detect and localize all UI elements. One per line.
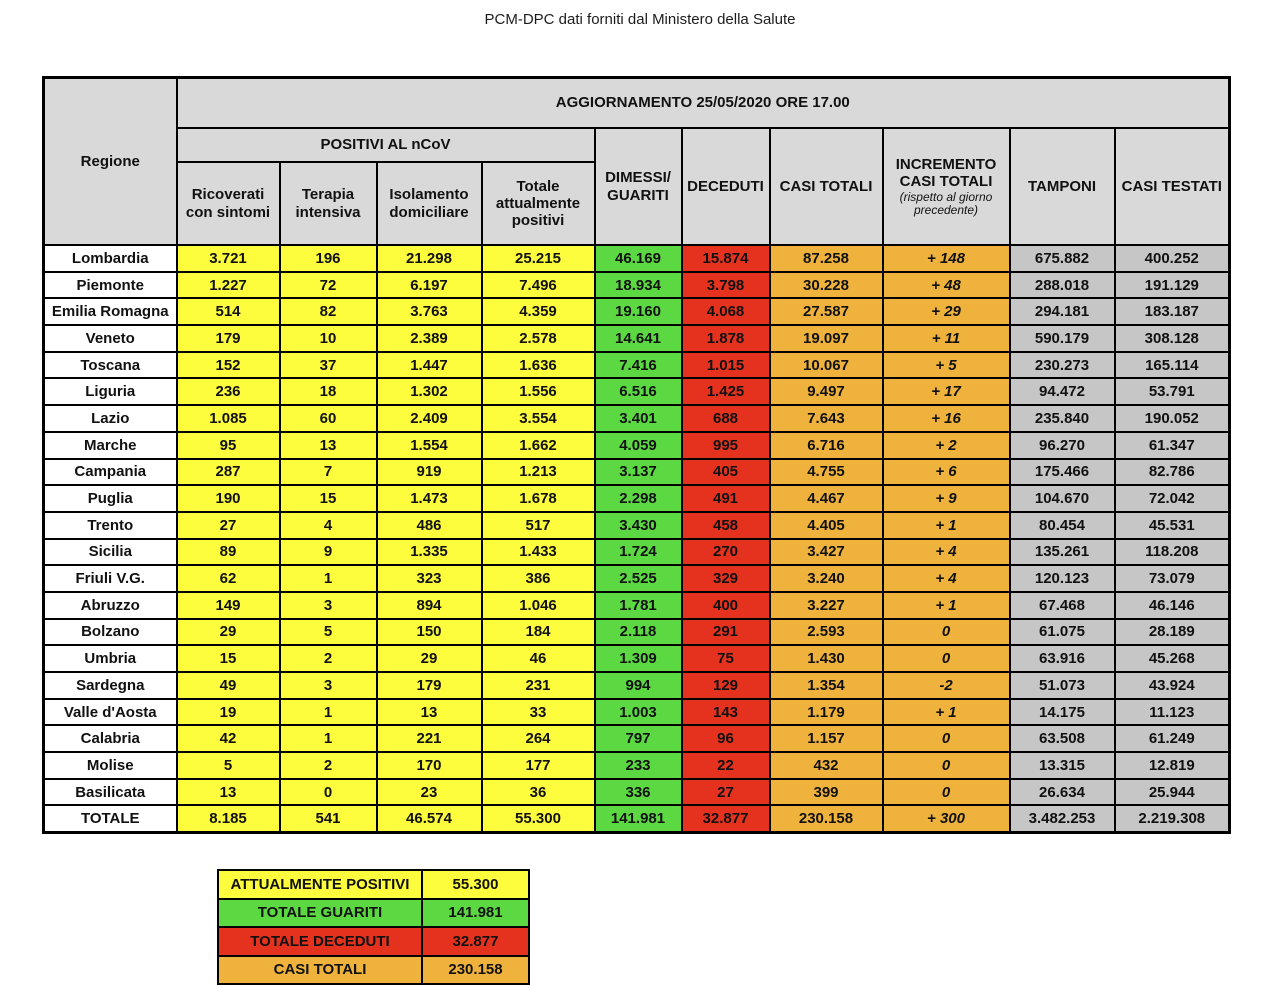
value-cell: 230.273 [1010,352,1115,379]
value-cell: 118.208 [1115,539,1230,566]
value-cell: 61.249 [1115,725,1230,752]
value-cell: 1.447 [377,352,482,379]
incremento-header [883,128,1010,245]
value-cell: 25.944 [1115,779,1230,806]
value-cell: 3.482.253 [1010,805,1115,832]
value-cell: 919 [377,459,482,486]
value-cell: 270 [682,539,770,566]
table-row [44,378,1230,405]
value-cell: 2 [280,645,377,672]
value-cell: 43.924 [1115,672,1230,699]
totale-positivi-header: Totale attualmente positivi [482,162,595,245]
value-cell: 7 [280,459,377,486]
value-cell: 1.213 [482,459,595,486]
value-cell: 0 [883,779,1010,806]
value-cell: 60 [280,405,377,432]
value-cell: 96.270 [1010,432,1115,459]
value-cell: 3.798 [682,272,770,299]
value-cell: 2.525 [595,565,682,592]
terapia-intensiva-header: Terapia intensiva [280,162,377,245]
value-cell: + 5 [883,352,1010,379]
value-cell: 0 [883,752,1010,779]
value-cell: 3.240 [770,565,883,592]
value-cell: 94.472 [1010,378,1115,405]
value-cell: 62 [177,565,280,592]
value-cell: 1.678 [482,485,595,512]
page-title: PCM-DPC dati forniti dal Ministero della Salute [484,11,796,28]
value-cell: 63.508 [1010,725,1115,752]
value-cell: 4.068 [682,298,770,325]
value-cell: 45.268 [1115,645,1230,672]
incremento-line2: CASI TOTALI [899,172,993,190]
value-cell: 3.137 [595,459,682,486]
value-cell: 399 [770,779,883,806]
value-cell: 19 [177,699,280,726]
region-cell: Umbria [44,645,177,672]
casi-testati-header: CASI TESTATI [1115,128,1230,245]
dimessi-guariti-header: DIMESSI/ GUARITI [595,128,682,245]
summary-value: 32.877 [422,927,529,956]
table-row [44,352,1230,379]
value-cell: 72.042 [1115,485,1230,512]
value-cell: 486 [377,512,482,539]
table-row [44,699,1230,726]
region-cell: Liguria [44,378,177,405]
table-body [44,245,1230,833]
isolamento-header: Isolamento domiciliare [377,162,482,245]
table-header [44,78,1230,246]
total-row [44,805,1230,832]
value-cell: 61.075 [1010,619,1115,646]
summary-row [218,956,529,985]
value-cell: 994 [595,672,682,699]
region-cell: Piemonte [44,272,177,299]
table-row [44,725,1230,752]
value-cell: 33 [482,699,595,726]
value-cell: 6.197 [377,272,482,299]
value-cell: 3.427 [770,539,883,566]
value-cell: 11.123 [1115,699,1230,726]
value-cell: 179 [377,672,482,699]
value-cell: + 1 [883,592,1010,619]
value-cell: 15 [280,485,377,512]
table-row [44,405,1230,432]
value-cell: + 17 [883,378,1010,405]
value-cell: + 29 [883,298,1010,325]
value-cell: 432 [770,752,883,779]
value-cell: 149 [177,592,280,619]
incremento-line1: INCREMENTO [895,155,997,173]
value-cell: 3.430 [595,512,682,539]
value-cell: 72 [280,272,377,299]
value-cell: 184 [482,619,595,646]
value-cell: 308.128 [1115,325,1230,352]
value-cell: 46.574 [377,805,482,832]
value-cell: 2.593 [770,619,883,646]
value-cell: 190 [177,485,280,512]
region-cell: Friuli V.G. [44,565,177,592]
region-cell: Calabria [44,725,177,752]
value-cell: 61.347 [1115,432,1230,459]
region-cell: Sicilia [44,539,177,566]
value-cell: 80.454 [1010,512,1115,539]
value-cell: 1.636 [482,352,595,379]
table-row [44,459,1230,486]
region-cell: Toscana [44,352,177,379]
value-cell: 400.252 [1115,245,1230,272]
value-cell: 1.781 [595,592,682,619]
value-cell: 4.467 [770,485,883,512]
value-cell: 51.073 [1010,672,1115,699]
value-cell: 4.359 [482,298,595,325]
value-cell: 87.258 [770,245,883,272]
value-cell: 3.401 [595,405,682,432]
value-cell: 1.724 [595,539,682,566]
value-cell: 29 [177,619,280,646]
value-cell: 27 [177,512,280,539]
value-cell: 30.228 [770,272,883,299]
value-cell: 29 [377,645,482,672]
summary-value: 230.158 [422,956,529,985]
value-cell: 42 [177,725,280,752]
value-cell: 0 [883,619,1010,646]
value-cell: 2.578 [482,325,595,352]
value-cell: 1.556 [482,378,595,405]
value-cell: 264 [482,725,595,752]
value-cell: 336 [595,779,682,806]
value-cell: 135.261 [1010,539,1115,566]
value-cell: 3 [280,672,377,699]
value-cell: 19.160 [595,298,682,325]
region-cell: Bolzano [44,619,177,646]
value-cell: 1.003 [595,699,682,726]
region-cell: Abruzzo [44,592,177,619]
value-cell: 10.067 [770,352,883,379]
region-cell: Trento [44,512,177,539]
region-cell: TOTALE [44,805,177,832]
value-cell: 15.874 [682,245,770,272]
value-cell: + 11 [883,325,1010,352]
value-cell: 294.181 [1010,298,1115,325]
value-cell: 1.662 [482,432,595,459]
table-row [44,272,1230,299]
value-cell: 89 [177,539,280,566]
table-row [44,779,1230,806]
table-row [44,752,1230,779]
value-cell: 177 [482,752,595,779]
table-row [44,298,1230,325]
value-cell: + 1 [883,699,1010,726]
value-cell: 22 [682,752,770,779]
value-cell: 45.531 [1115,512,1230,539]
value-cell: 1.085 [177,405,280,432]
value-cell: 104.670 [1010,485,1115,512]
value-cell: 2.298 [595,485,682,512]
value-cell: 1.354 [770,672,883,699]
tamponi-header: TAMPONI [1010,128,1115,245]
value-cell: 21.298 [377,245,482,272]
table-row [44,512,1230,539]
value-cell: 8.185 [177,805,280,832]
value-cell: 323 [377,565,482,592]
value-cell: 190.052 [1115,405,1230,432]
value-cell: 1.157 [770,725,883,752]
value-cell: 7.416 [595,352,682,379]
value-cell: 53.791 [1115,378,1230,405]
value-cell: 5 [177,752,280,779]
summary-label: TOTALE DECEDUTI [218,927,422,956]
value-cell: 405 [682,459,770,486]
value-cell: 236 [177,378,280,405]
value-cell: 1.179 [770,699,883,726]
value-cell: 96 [682,725,770,752]
value-cell: 2 [280,752,377,779]
value-cell: 491 [682,485,770,512]
value-cell: 221 [377,725,482,752]
value-cell: + 2 [883,432,1010,459]
value-cell: 37 [280,352,377,379]
value-cell: 287 [177,459,280,486]
value-cell: + 4 [883,565,1010,592]
value-cell: 32.877 [682,805,770,832]
value-cell: 2.389 [377,325,482,352]
value-cell: 541 [280,805,377,832]
region-cell: Lombardia [44,245,177,272]
value-cell: 2.118 [595,619,682,646]
value-cell: 143 [682,699,770,726]
value-cell: 1.473 [377,485,482,512]
value-cell: 13.315 [1010,752,1115,779]
value-cell: 517 [482,512,595,539]
value-cell: 26.634 [1010,779,1115,806]
summary-body [218,870,529,984]
value-cell: 3.763 [377,298,482,325]
value-cell: 150 [377,619,482,646]
value-cell: + 300 [883,805,1010,832]
value-cell: 175.466 [1010,459,1115,486]
region-cell: Valle d'Aosta [44,699,177,726]
value-cell: 0 [883,725,1010,752]
value-cell: 179 [177,325,280,352]
table-row [44,592,1230,619]
value-cell: 152 [177,352,280,379]
value-cell: 14.641 [595,325,682,352]
value-cell: 28.189 [1115,619,1230,646]
value-cell: 231 [482,672,595,699]
value-cell: 165.114 [1115,352,1230,379]
summary-row [218,870,529,899]
value-cell: + 48 [883,272,1010,299]
value-cell: 9 [280,539,377,566]
value-cell: 5 [280,619,377,646]
value-cell: 1.554 [377,432,482,459]
value-cell: 894 [377,592,482,619]
value-cell: 18.934 [595,272,682,299]
table-row [44,432,1230,459]
table-row [44,672,1230,699]
positivi-group-header: POSITIVI AL nCoV [177,128,595,162]
table-row [44,485,1230,512]
value-cell: 23 [377,779,482,806]
value-cell: 7.643 [770,405,883,432]
summary-table [217,869,530,985]
value-cell: 288.018 [1010,272,1115,299]
region-cell: Molise [44,752,177,779]
value-cell: 46.169 [595,245,682,272]
value-cell: 6.716 [770,432,883,459]
value-cell: 400 [682,592,770,619]
value-cell: 2.409 [377,405,482,432]
value-cell: 1.309 [595,645,682,672]
value-cell: 1.046 [482,592,595,619]
value-cell: 3 [280,592,377,619]
value-cell: 4 [280,512,377,539]
value-cell: 191.129 [1115,272,1230,299]
value-cell: 13 [377,699,482,726]
value-cell: 3.554 [482,405,595,432]
table-row [44,645,1230,672]
value-cell: + 148 [883,245,1010,272]
covid-regions-table [42,76,1231,834]
value-cell: 1.425 [682,378,770,405]
value-cell: 14.175 [1010,699,1115,726]
table-row [44,539,1230,566]
ricoverati-header: Ricoverati con sintomi [177,162,280,245]
value-cell: 75 [682,645,770,672]
table-row [44,619,1230,646]
region-cell: Lazio [44,405,177,432]
value-cell: 6.516 [595,378,682,405]
value-cell: 675.882 [1010,245,1115,272]
value-cell: 13 [177,779,280,806]
value-cell: 590.179 [1010,325,1115,352]
value-cell: 18 [280,378,377,405]
value-cell: 82.786 [1115,459,1230,486]
value-cell: 46.146 [1115,592,1230,619]
value-cell: 46 [482,645,595,672]
value-cell: 995 [682,432,770,459]
summary-label: TOTALE GUARITI [218,899,422,928]
value-cell: 291 [682,619,770,646]
value-cell: 13 [280,432,377,459]
value-cell: 1.433 [482,539,595,566]
table-row [44,325,1230,352]
value-cell: 63.916 [1010,645,1115,672]
value-cell: 170 [377,752,482,779]
value-cell: 4.059 [595,432,682,459]
region-cell: Emilia Romagna [44,298,177,325]
value-cell: 141.981 [595,805,682,832]
summary-value: 55.300 [422,870,529,899]
region-cell: Veneto [44,325,177,352]
table-row [44,565,1230,592]
value-cell: 0 [280,779,377,806]
value-cell: 797 [595,725,682,752]
value-cell: 458 [682,512,770,539]
value-cell: 233 [595,752,682,779]
value-cell: + 6 [883,459,1010,486]
incremento-subtitle: (rispetto al giorno precedente) [899,190,993,218]
value-cell: -2 [883,672,1010,699]
value-cell: 1 [280,699,377,726]
region-cell: Puglia [44,485,177,512]
region-cell: Campania [44,459,177,486]
deceduti-header: DECEDUTI [682,128,770,245]
value-cell: 25.215 [482,245,595,272]
value-cell: 95 [177,432,280,459]
value-cell: 2.219.308 [1115,805,1230,832]
region-cell: Sardegna [44,672,177,699]
value-cell: 688 [682,405,770,432]
value-cell: 514 [177,298,280,325]
value-cell: 120.123 [1010,565,1115,592]
value-cell: 1.227 [177,272,280,299]
value-cell: 9.497 [770,378,883,405]
value-cell: + 1 [883,512,1010,539]
value-cell: 4.405 [770,512,883,539]
value-cell: + 16 [883,405,1010,432]
value-cell: 19.097 [770,325,883,352]
value-cell: 27 [682,779,770,806]
summary-row [218,927,529,956]
value-cell: 1 [280,725,377,752]
value-cell: 1.878 [682,325,770,352]
summary-row [218,899,529,928]
value-cell: 27.587 [770,298,883,325]
value-cell: 73.079 [1115,565,1230,592]
value-cell: 1.335 [377,539,482,566]
value-cell: 36 [482,779,595,806]
value-cell: 0 [883,645,1010,672]
value-cell: 55.300 [482,805,595,832]
value-cell: 49 [177,672,280,699]
value-cell: 1.015 [682,352,770,379]
region-column-header: Regione [44,78,177,246]
value-cell: 4.755 [770,459,883,486]
value-cell: + 9 [883,485,1010,512]
summary-label: CASI TOTALI [218,956,422,985]
value-cell: 235.840 [1010,405,1115,432]
value-cell: 15 [177,645,280,672]
value-cell: 12.819 [1115,752,1230,779]
table-row [44,245,1230,272]
casi-totali-header: CASI TOTALI [770,128,883,245]
value-cell: 3.227 [770,592,883,619]
value-cell: 129 [682,672,770,699]
value-cell: 1 [280,565,377,592]
value-cell: 7.496 [482,272,595,299]
value-cell: 1.302 [377,378,482,405]
value-cell: 196 [280,245,377,272]
summary-label: ATTUALMENTE POSITIVI [218,870,422,899]
summary-value: 141.981 [422,899,529,928]
value-cell: 329 [682,565,770,592]
value-cell: 386 [482,565,595,592]
value-cell: 10 [280,325,377,352]
value-cell: 82 [280,298,377,325]
value-cell: 3.721 [177,245,280,272]
region-cell: Marche [44,432,177,459]
region-cell: Basilicata [44,779,177,806]
value-cell: 67.468 [1010,592,1115,619]
value-cell: 183.187 [1115,298,1230,325]
value-cell: 230.158 [770,805,883,832]
value-cell: 1.430 [770,645,883,672]
value-cell: + 4 [883,539,1010,566]
update-banner: AGGIORNAMENTO 25/05/2020 ORE 17.00 [177,78,1230,129]
